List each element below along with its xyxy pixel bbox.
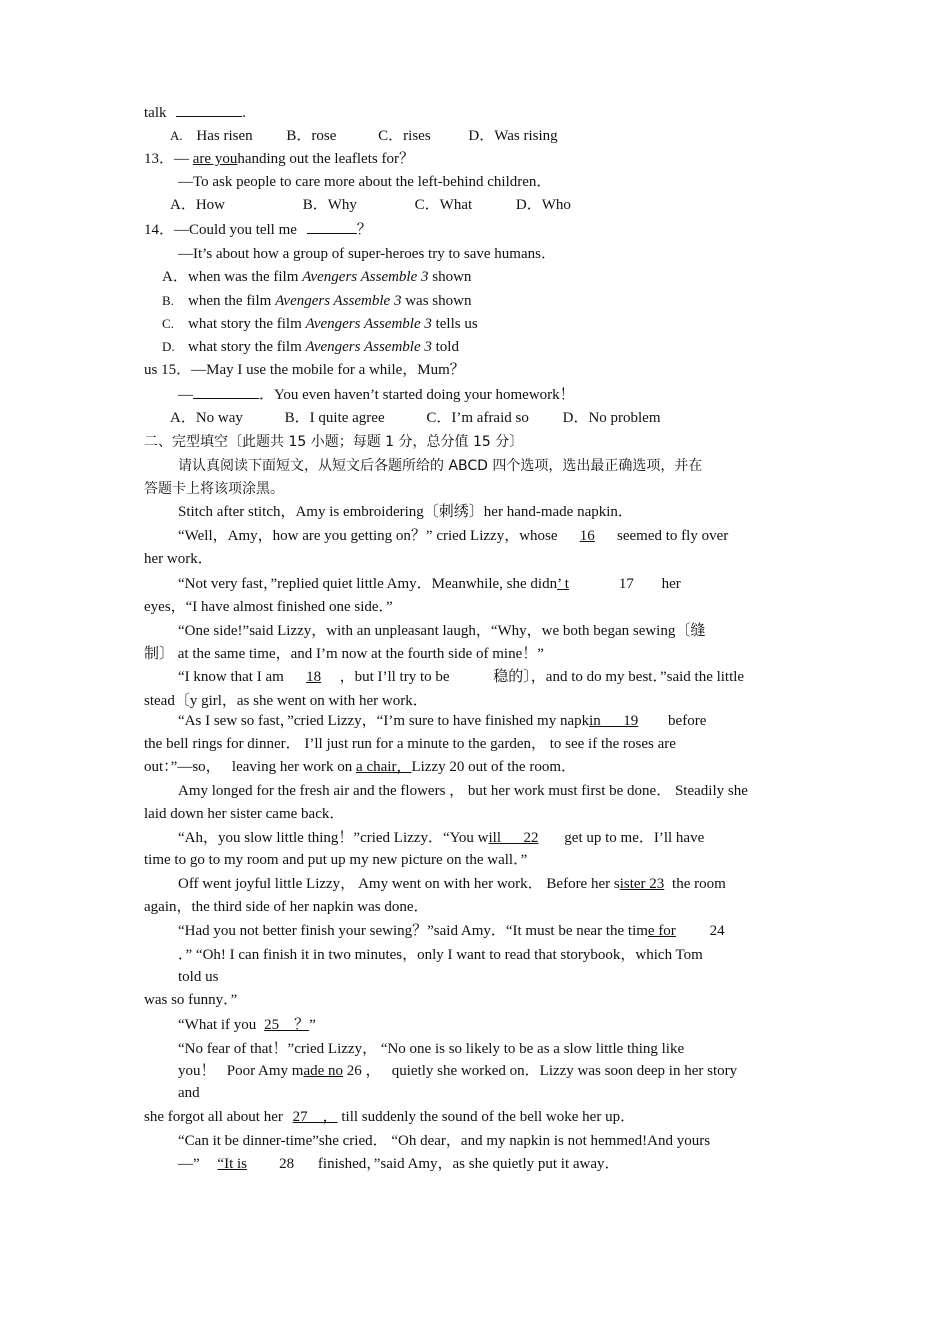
answer-blank bbox=[193, 384, 259, 399]
answer-blank bbox=[176, 102, 242, 117]
blank-28: “It is bbox=[217, 1156, 247, 1172]
story-line: was so funny．” bbox=[144, 992, 238, 1008]
blank-17: ’ t bbox=[557, 576, 569, 592]
question-13: 13．— are youhanding out the leaflets for？ bbox=[144, 151, 414, 167]
q12-options: A. Has risen B．rose C．rises D．Was rising bbox=[170, 128, 558, 144]
story-line: laid down her sister came back． bbox=[144, 806, 345, 822]
q14-option-b: B. when the film Avengers Assemble 3 was shown bbox=[162, 293, 472, 309]
story-line: “As I sew so fast，”cried Lizzy，“I’m sure to have finished my napkin 19 before bbox=[178, 713, 707, 729]
blank-24: e for bbox=[647, 923, 676, 939]
story-line: “Not very fast，”replied quiet little Amy．Meanwhile, she didn’ t 17 her bbox=[178, 576, 681, 592]
story-line: “Had you not better finish your sewing？”said Amy．“It must be near the time for 24 bbox=[178, 923, 725, 939]
q12-tail: talk . bbox=[144, 102, 246, 123]
story-line: “What if you 25 ？” bbox=[178, 1017, 316, 1033]
blank-26: ade no bbox=[303, 1063, 344, 1079]
q14-option-a: A．when was the film Avengers Assemble 3 shown bbox=[162, 269, 472, 285]
q15-answer: — ．You even haven’t started doing your homework！ bbox=[178, 384, 575, 405]
q14-option-d: D. what story the film Avengers Assemble 3 told bbox=[162, 339, 459, 355]
q15-options: A．No way B．I quite agree C．I’m afraid so D．No problem bbox=[170, 410, 661, 426]
section-2-title: 二、完型填空〔此题共 15 小题；每题 1 分，总分值 15 分〕 bbox=[144, 434, 524, 450]
story-line: stead〔y girl，as she went on with her work． bbox=[144, 693, 428, 709]
answer-blank bbox=[307, 219, 357, 234]
story-line: told us bbox=[178, 969, 219, 985]
q13-options: A．How B．Why C．What D．Who bbox=[170, 197, 571, 213]
story-line: “Can it be dinner-time”she cried． “Oh dear，and my napkin is not hemmed!And yours bbox=[178, 1133, 711, 1149]
blank-18: 18 bbox=[306, 669, 322, 685]
story-line: time to go to my room and put up my new picture on the wall．” bbox=[144, 852, 528, 868]
story-line: “One side!”said Lizzy，with an unpleasant laugh，“Why，we both began sewing〔缝 bbox=[178, 623, 706, 639]
section-2-instruction-cont: 答题卡上将该项涂黑。 bbox=[144, 481, 284, 497]
story-line: Off went joyful little Lizzy， Amy went on with her work． Before her sister 23 the room bbox=[178, 876, 726, 892]
blank-16: 16 bbox=[579, 528, 595, 544]
story-line: “Ah，you slow little thing！”cried Lizzy．“You will 22 get up to me．I’ll have bbox=[178, 830, 705, 846]
story-line: —” “It is 28 finished，”said Amy，as she quietly put it away． bbox=[178, 1156, 620, 1172]
story-line: her work． bbox=[144, 551, 213, 567]
story-line: ．” “Oh! I can finish it in two minutes，only I want to read that storybook，which Tom bbox=[178, 947, 703, 963]
q14-option-c: C. what story the film Avengers Assemble 3 tells us bbox=[162, 316, 478, 332]
blank-25: 25 ？ bbox=[264, 1017, 310, 1033]
blank-27: 27 ， bbox=[292, 1109, 338, 1125]
story-line: and bbox=[178, 1085, 200, 1101]
story-line: “No fear of that！”cried Lizzy， “No one is so likely to be as a slow little thing like bbox=[178, 1041, 685, 1057]
blank-23: ister 23 bbox=[619, 876, 665, 892]
blank-20: a chair， bbox=[356, 759, 412, 775]
story-line: she forgot all about her 27 ， till suddenly the sound of the bell woke her up． bbox=[144, 1109, 636, 1125]
story-line: Stitch after stitch，Amy is embroidering〔刺绣〕her hand-made napkin． bbox=[178, 504, 633, 520]
question-15: us 15．—May I use the mobile for a while，Mum？ bbox=[144, 362, 465, 378]
story-line: eyes，“I have almost finished one side．” bbox=[144, 599, 393, 615]
question-14: 14．—Could you tell me ？ bbox=[144, 219, 372, 240]
section-2-instruction: 请认真阅读下面短文，从短文后各题所给的 ABCD 四个选项，选出最正确选项，并在 bbox=[178, 458, 703, 474]
story-line: “Well，Amy，how are you getting on？” cried Lizzy，whose 16 seemed to fly over bbox=[178, 528, 729, 544]
story-line: Amy longed for the fresh air and the flowers ， but her work must first be done． Steadily she bbox=[178, 783, 748, 799]
blank-22: ill 22 bbox=[488, 830, 539, 846]
story-line: 制〕 at the same time，and I’m now at the fourth side of mine！” bbox=[144, 646, 544, 662]
story-line: again，the third side of her napkin was done． bbox=[144, 899, 429, 915]
q14-answer: —It’s about how a group of super-heroes try to save humans． bbox=[178, 246, 556, 262]
story-line: you！ Poor Amy made no 26 ， quietly she worked on．Lizzy was soon deep in her story bbox=[178, 1063, 738, 1079]
story-line: out：”—so， leaving her work on a chair，Lizzy 20 out of the room． bbox=[144, 759, 576, 775]
blank-19: in 19 bbox=[589, 713, 639, 729]
story-line: the bell rings for dinner． I’ll just run for a minute to the garden， to see if the roses are bbox=[144, 736, 676, 752]
story-line: “I know that I am 18 ，but I’ll try to be 稳的〕，and to do my best．”said the little bbox=[178, 669, 745, 685]
q13-answer: —To ask people to care more about the left-behind children． bbox=[178, 174, 552, 190]
